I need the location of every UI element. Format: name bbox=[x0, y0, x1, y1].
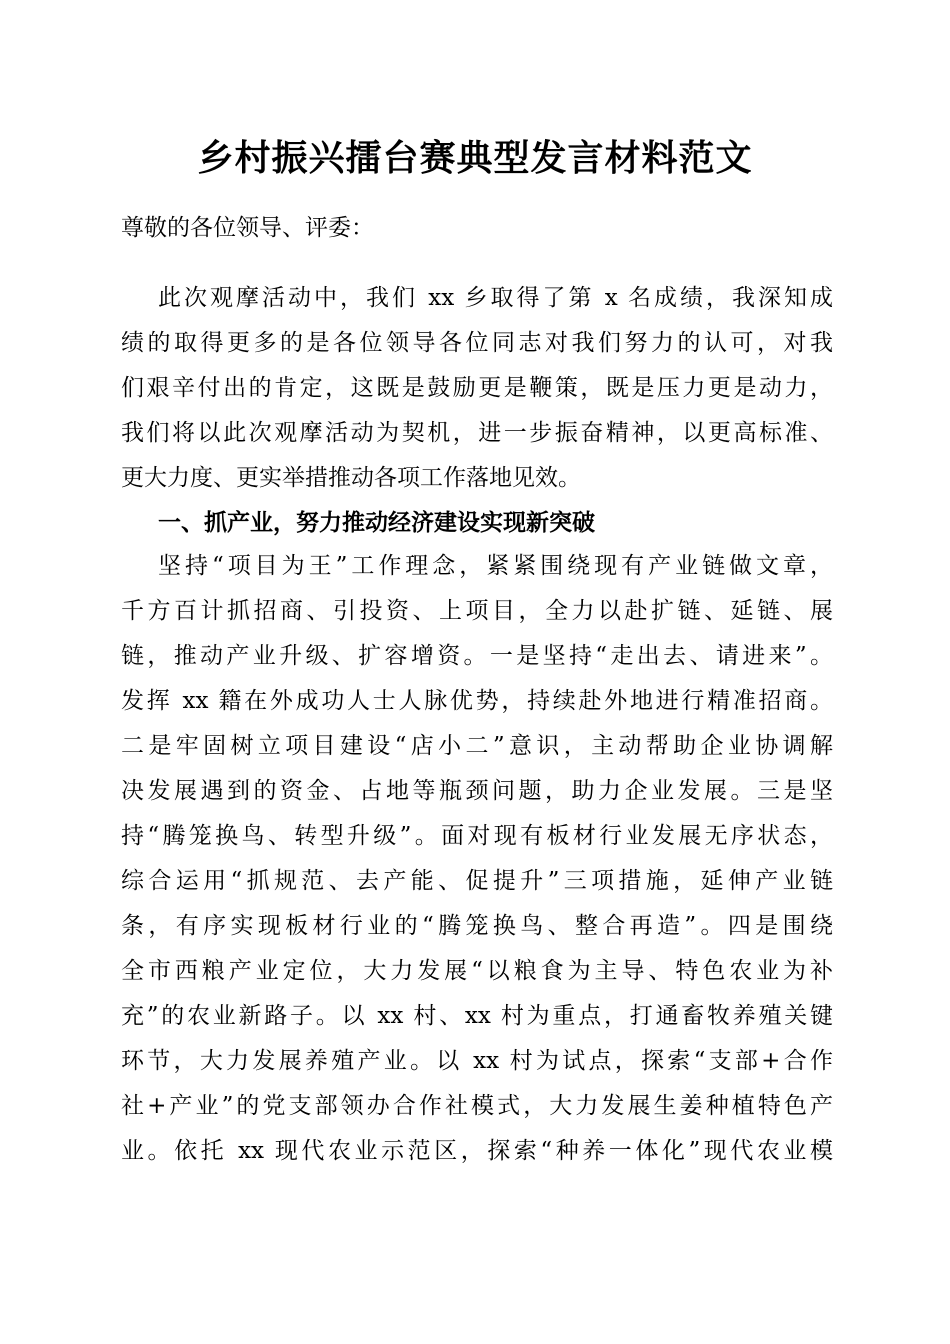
paragraph-line: 链，推动产业升级、扩容增资。一是坚持“走出去、请进来”。 bbox=[121, 643, 833, 669]
section-heading: 一、抓产业，努力推动经济建设实现新突破 bbox=[158, 510, 595, 536]
paragraph-line: 环节，大力发展养殖产业。以 xx 村为试点，探索“支部+合作 bbox=[121, 1048, 833, 1074]
salutation: 尊敬的各位领导、评委： bbox=[121, 215, 374, 241]
paragraph-line: 千方百计抓招商、引投资、上项目，全力以赴扩链、延链、展 bbox=[121, 598, 833, 624]
paragraph-line: 社+产业”的党支部领办合作社模式，大力发展生姜种植特色产 bbox=[121, 1093, 833, 1119]
paragraph-line: 决发展遇到的资金、占地等瓶颈问题，助力企业发展。三是坚 bbox=[121, 778, 833, 804]
paragraph-line: 全市西粮产业定位，大力发展“以粮食为主导、特色农业为补 bbox=[121, 958, 833, 984]
paragraph-line: 我们将以此次观摩活动为契机，进一步振奋精神，以更高标准、 bbox=[121, 420, 833, 446]
paragraph-line: 综合运用“抓规范、去产能、促提升”三项措施，延伸产业链 bbox=[121, 868, 833, 894]
paragraph-line: 条，有序实现板材行业的“腾笼换鸟、整合再造”。四是围绕 bbox=[121, 913, 833, 939]
paragraph-line: 此次观摩活动中，我们 xx 乡取得了第 x 名成绩，我深知成 bbox=[158, 285, 833, 311]
paragraph-line: 绩的取得更多的是各位领导各位同志对我们努力的认可，对我 bbox=[121, 330, 833, 356]
paragraph-line: 业。依托 xx 现代农业示范区，探索“种养一体化”现代农业模 bbox=[121, 1138, 833, 1164]
paragraph-line: 们艰辛付出的肯定，这既是鼓励更是鞭策，既是压力更是动力， bbox=[121, 375, 833, 401]
document-title: 乡村振兴擂台赛典型发言材料范文 bbox=[197, 137, 753, 179]
paragraph-line: 充”的农业新路子。以 xx 村、xx 村为重点，打通畜牧养殖关键 bbox=[121, 1003, 833, 1029]
paragraph-line: 持“腾笼换鸟、转型升级”。面对现有板材行业发展无序状态， bbox=[121, 823, 833, 849]
paragraph-line: 更大力度、更实举措推动各项工作落地见效。 bbox=[121, 465, 581, 491]
paragraph-line: 发挥 xx 籍在外成功人士人脉优势，持续赴外地进行精准招商。 bbox=[121, 688, 833, 714]
paragraph-line: 二是牢固树立项目建设“店小二”意识，主动帮助企业协调解 bbox=[121, 733, 833, 759]
paragraph-line: 坚持“项目为王”工作理念，紧紧围绕现有产业链做文章， bbox=[158, 553, 833, 579]
